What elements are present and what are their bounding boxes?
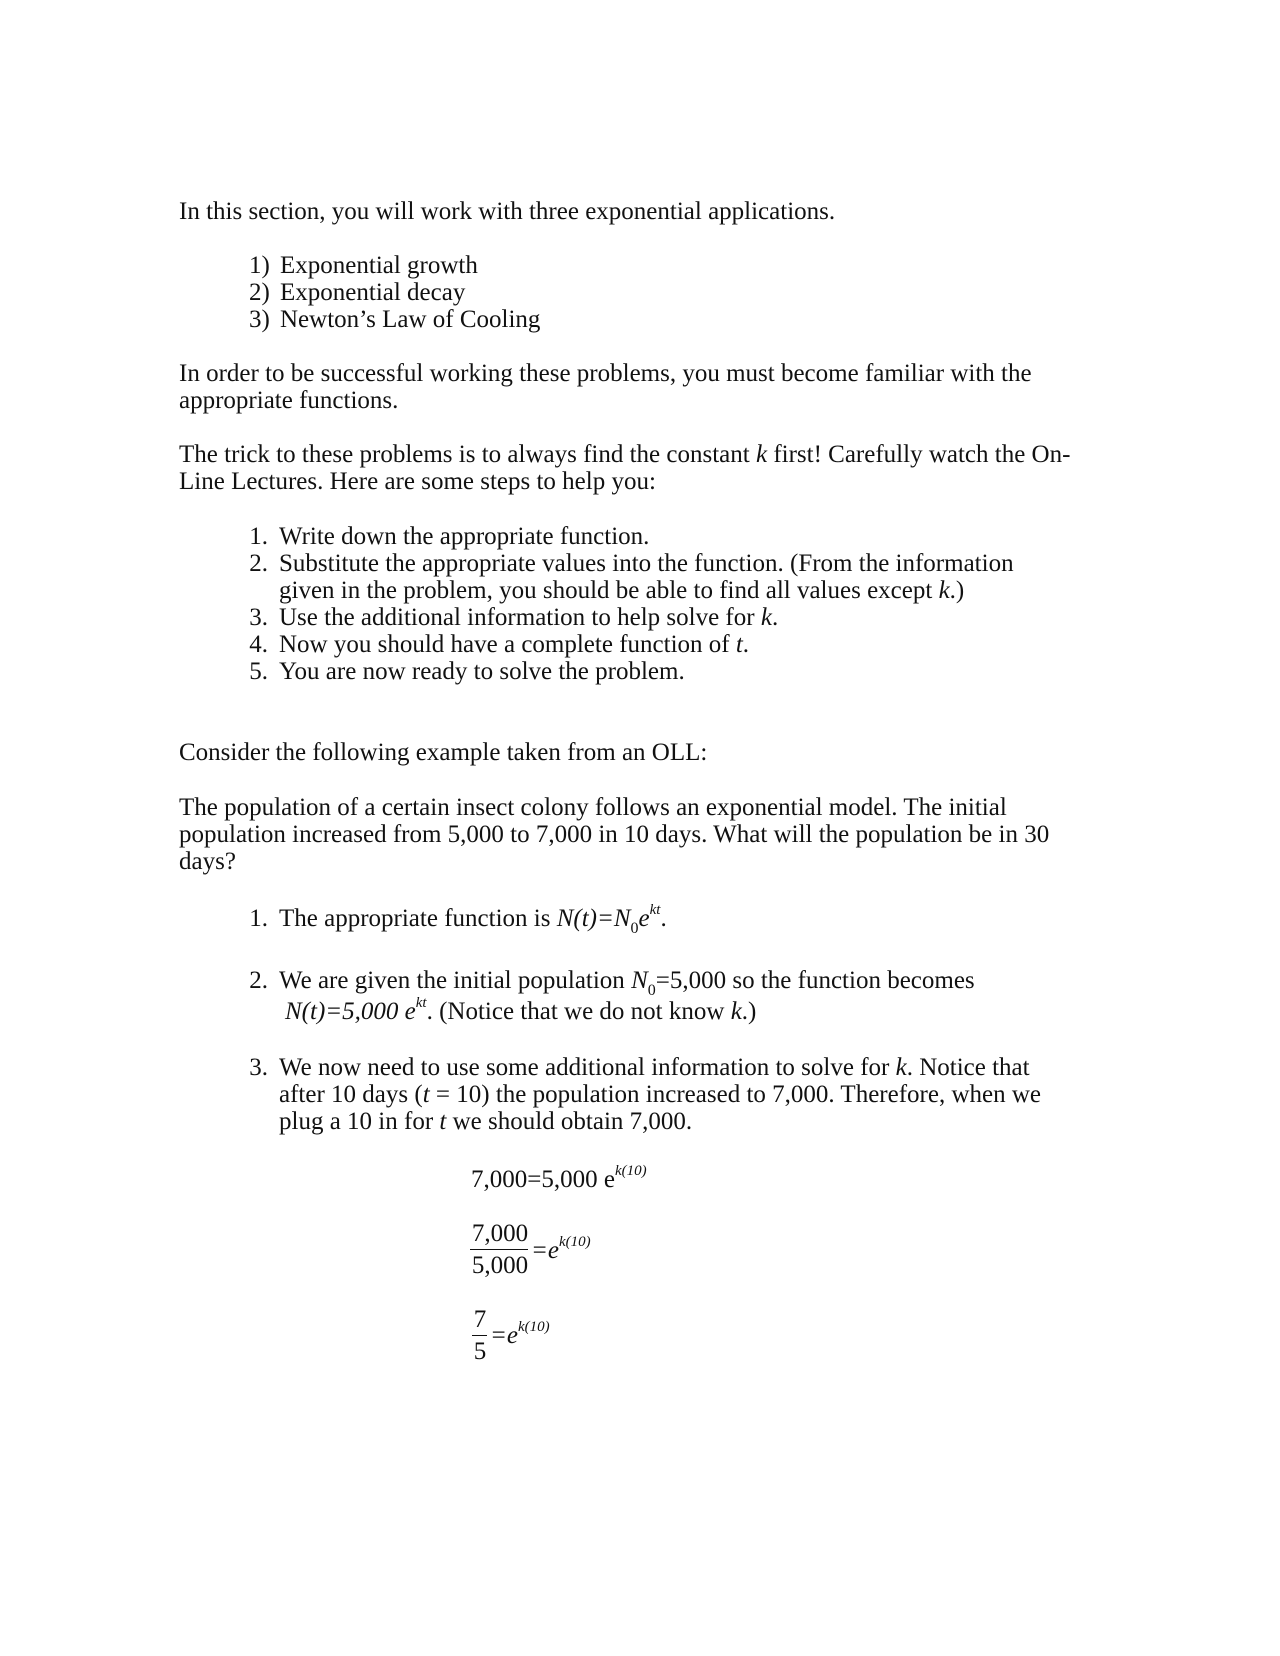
- step-number: 2.: [249, 550, 268, 577]
- math-formula: N(t)=5,000 $e^{kt}$: [285, 995, 427, 1025]
- step-text: The appropriate function is: [279, 905, 557, 932]
- paragraph-trick-line1: [179, 441, 1070, 469]
- list-item-label: 3): [249, 306, 270, 333]
- list-item-text: Exponential growth: [280, 252, 478, 279]
- list-item-text: Exponential decay: [280, 279, 466, 306]
- text-segment: The trick to these problems is to always find the constant: [179, 441, 756, 468]
- fraction-numerator: 7,000: [471, 1220, 529, 1247]
- step-text: We are given the initial population: [279, 967, 632, 994]
- text-segment: given in the problem, you should be able to find all values except: [279, 577, 939, 604]
- solution-step-2-continued: N(t)=5,000 $e^{kt}$. (Notice that we do not know k.): [285, 995, 757, 1025]
- fraction-numerator: 7: [473, 1306, 487, 1333]
- step-text: You are now ready to solve the problem.: [279, 658, 685, 685]
- text-segment: first! Carefully watch the On-: [767, 441, 1071, 468]
- step-text-continued: [279, 577, 964, 605]
- list-item-label: 1): [249, 252, 270, 279]
- math-formula: $N(t)=N_0e^{kt}$: [556, 902, 661, 937]
- list-item-text: Newton’s Law of Cooling: [280, 306, 541, 333]
- problem-line2: population increased from 5,000 to 7,000 in 10 days. What will the population be in 30: [179, 821, 1050, 848]
- fraction-bar: [472, 1335, 487, 1336]
- equation-1: 7,000=5,000 $e^{k(10)}$: [471, 1163, 647, 1193]
- list-item: [249, 279, 466, 307]
- step-text: Substitute the appropriate values into the function. (From the information: [279, 550, 1014, 577]
- paragraph-success-line2: appropriate functions.: [179, 387, 399, 414]
- list-item: [249, 252, 478, 280]
- step-number: 2.: [249, 967, 268, 994]
- step-text: Now you should have a complete function of t.: [279, 631, 750, 658]
- example-intro: Consider the following example taken from an OLL:: [179, 739, 708, 766]
- step-number: 4.: [249, 631, 268, 658]
- fraction-denominator: 5,000: [471, 1252, 529, 1279]
- step-number: 5.: [249, 658, 268, 685]
- variable-k: k: [755, 441, 768, 468]
- math-formula: $N_0=5,000$: [631, 967, 727, 999]
- paragraph-success-line1: In order to be successful working these problems, you must become familiar with the: [179, 360, 1032, 387]
- text-segment: .): [949, 577, 965, 604]
- problem-line3: days?: [179, 848, 236, 875]
- equation-rhs: $=e^{k(10)}$: [490, 1319, 550, 1349]
- variable-k: k: [938, 577, 950, 604]
- intro-text: In this section, you will work with three exponential applications.: [179, 198, 836, 225]
- step-number: 3.: [249, 1054, 268, 1081]
- fraction-bar: [470, 1249, 528, 1250]
- step-text: Use the additional information to help solve for k.: [279, 604, 779, 631]
- list-item-label: 2): [249, 279, 270, 306]
- equation-rhs: $=e^{k(10)}$: [531, 1234, 591, 1264]
- fraction-denominator: 5: [473, 1338, 487, 1365]
- step-number: 1.: [249, 905, 268, 932]
- solution-step-3-line3: plug a 10 in for t we should obtain 7,000.: [279, 1108, 693, 1135]
- solution-step-3-line2: after 10 days (t = 10) the population increased to 7,000. Therefore, when we: [279, 1081, 1042, 1108]
- step-number: 1.: [249, 523, 268, 550]
- paragraph-trick-line2: Line Lectures. Here are some steps to help you:: [179, 468, 656, 495]
- step-text: Write down the appropriate function.: [279, 523, 650, 550]
- step-number: 3.: [249, 604, 268, 631]
- problem-line1: The population of a certain insect colony follows an exponential model. The initial: [179, 794, 1007, 821]
- list-item: [249, 306, 541, 334]
